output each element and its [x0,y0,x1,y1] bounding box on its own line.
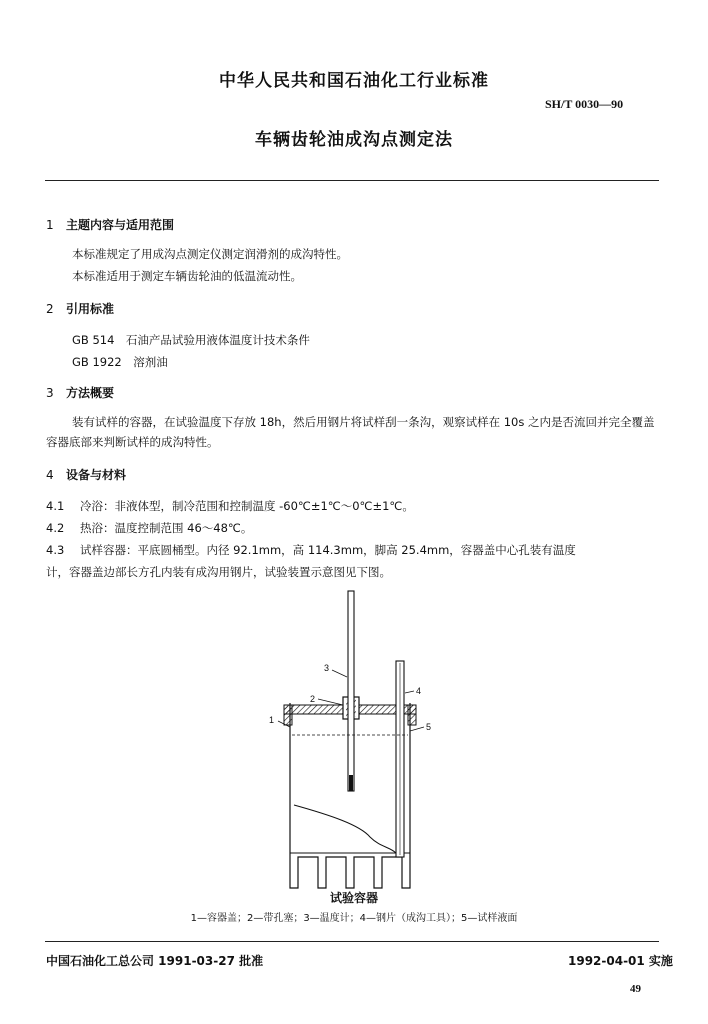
section-title: 设备与材料 [66,468,127,482]
figure-caption: 试验容器 [329,891,378,905]
section-title: 主题内容与适用范围 [66,218,175,232]
callout-label-5: 5 [426,722,432,732]
section-number: 2 [46,302,54,316]
reference-gb1922: GB 1922 溶剂油 [72,355,168,369]
figure-legend: 1—容器盖；2—带孔塞；3—温度计；4—钢片（成沟工具）；5—试样液面 [190,913,518,924]
section-heading-4 [46,466,126,483]
item-number: 4.3 [46,543,65,557]
section-3-paragraph: 装有试样的容器，在试验温度下存放 18h，然后用钢片将试样刮一条沟，观察试样在 10s 之内是否流回并完全覆盖容器底部来判断试样的成沟特性。 [46,415,655,449]
item-text: 热浴：温度控制范围 46～48℃。 [80,521,253,535]
implementation-date: 1992-04-01 实施 [568,954,673,968]
reference-gb514: GB 514 石油产品试验用液体温度计技术条件 [72,333,310,347]
item-4-3-continuation: 计，容器盖边部长方孔内装有成沟用钢片，试验装置示意图见下图。 [46,565,391,579]
section-1-line-2: 本标准适用于测定车辆齿轮油的低温流动性。 [72,269,302,283]
item-4-3 [46,542,576,558]
document-title: 车辆齿轮油成沟点测定法 [255,130,453,150]
section-heading-1 [46,216,174,233]
thermometer-icon [348,591,354,791]
header-rule [45,180,659,181]
section-title: 方法概要 [66,386,115,400]
section-number: 1 [46,218,54,232]
callout-label-4: 4 [416,686,422,696]
item-4-1 [46,498,414,514]
section-number: 4 [46,468,54,482]
item-text: 试样容器：平底圆桶型。内径 92.1mm，高 114.3mm，脚高 25.4mm，容器盖中心孔装有温度 [80,543,576,557]
callout-label-1: 1 [269,715,275,725]
item-4-2 [46,520,252,536]
section-number: 3 [46,386,54,400]
channel-cut-curve [294,805,396,853]
footer-rule [45,941,659,942]
test-container-diagram [250,585,450,890]
page-number: 49 [630,983,641,995]
section-title: 引用标准 [66,302,115,316]
item-number: 4.1 [46,499,65,513]
section-1-line-1: 本标准规定了用成沟点测定仪测定润滑剂的成沟特性。 [72,247,348,261]
callout-label-2: 2 [310,694,316,704]
lid-rim-left [284,705,292,725]
approval-date: 中国石油化工总公司 1991-03-27 批准 [46,954,264,968]
standard-organization: 中华人民共和国石油化工行业标准 [219,71,489,91]
section-heading-3 [46,384,114,401]
section-heading-2 [46,300,114,317]
item-text: 冷浴：非液体型，制冷范围和控制温度 -60℃±1℃～0℃±1℃。 [80,499,414,513]
standard-code: SH/T 0030—90 [545,97,624,111]
callout-label-3: 3 [324,663,330,673]
lid-rim-right [408,705,416,725]
item-number: 4.2 [46,521,65,535]
